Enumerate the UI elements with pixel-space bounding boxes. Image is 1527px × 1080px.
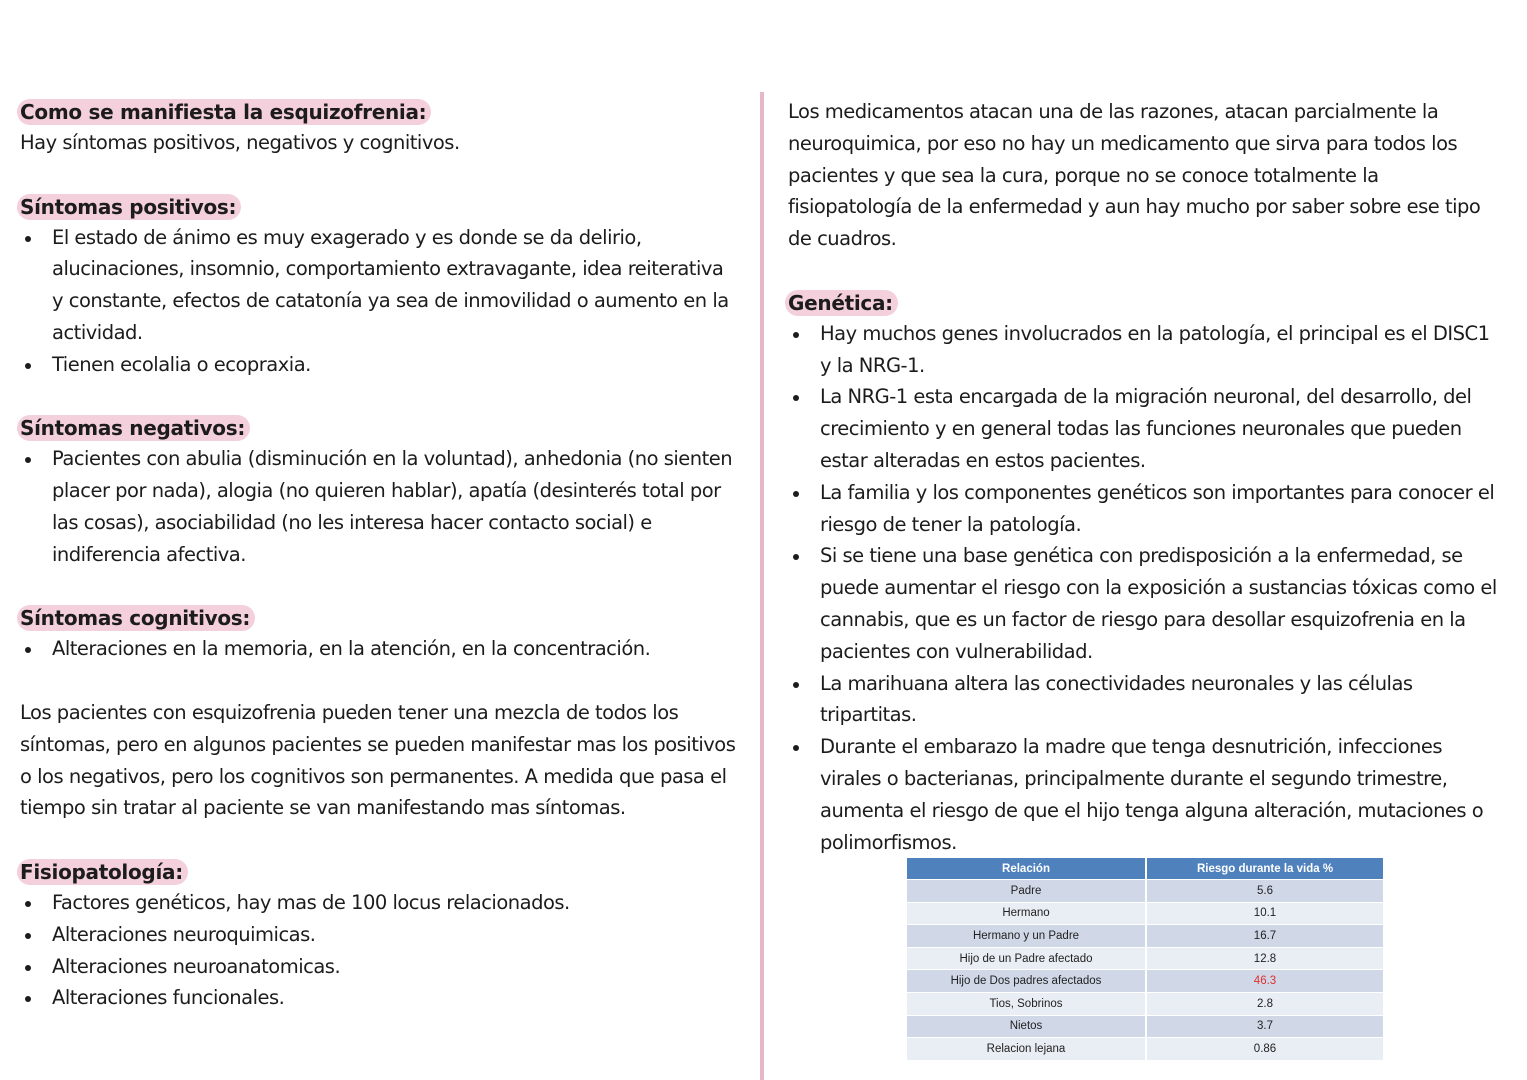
list-item: Si se tiene una base genética con predisposición a la enfermedad, se puede aumentar el riesgo con la exposición a sustancias tóxicas como el cannabis, que es un factor de riesgo para desollar esquizofrenia en la pacientes con vulnerabilidad. xyxy=(820,540,1503,667)
risk-cell: 2.8 xyxy=(1146,992,1384,1015)
risk-cell: 16.7 xyxy=(1146,925,1384,948)
genetics-list xyxy=(788,318,1503,859)
list-item: Hay muchos genes involucrados en la patología, el principal es el DISC1 y la NRG-1. xyxy=(820,318,1503,382)
list-item: La NRG-1 esta encargada de la migración neuronal, del desarrollo, del crecimiento y en general todas las funciones neuronales que pueden estar alteradas en estos pacientes. xyxy=(820,381,1503,476)
left-column xyxy=(20,96,740,1014)
medications-paragraph: Los medicamentos atacan una de las razones, atacan parcialmente la neuroquimica, por eso no hay un medicamento que sirva para todos los pacientes y que sea la cura, porque no se conoce totalmente la fisiopatología de la enfermedad y aun hay mucho por saber sobre ese tipo de cuadros. xyxy=(788,100,1481,251)
list-item: Tienen ecolalia o ecopraxia. xyxy=(52,349,740,381)
negative-symptoms-list xyxy=(20,443,740,570)
list-item: Alteraciones neuroanatomicas. xyxy=(52,951,740,983)
table-header-relation: Relación xyxy=(907,858,1146,880)
list-item: Alteraciones neuroquimicas. xyxy=(52,919,740,951)
table-row xyxy=(907,1038,1384,1060)
relation-cell: Tios, Sobrinos xyxy=(907,992,1146,1015)
risk-cell: 10.1 xyxy=(1146,902,1384,925)
table-row xyxy=(907,1015,1384,1038)
risk-cell-highlighted: 46.3 xyxy=(1146,970,1384,993)
cognitive-symptoms-heading: Síntomas cognitivos: xyxy=(17,605,255,631)
table-header-row xyxy=(907,858,1384,880)
list-item: La marihuana altera las conectividades neuronales y las células tripartitas. xyxy=(820,668,1503,732)
list-item: Durante el embarazo la madre que tenga desnutrición, infecciones virales o bacterianas, principalmente durante el segundo trimestre, aumenta el riesgo de que el hijo tenga alguna alteración, mutaciones o polimorfismos. xyxy=(820,731,1503,858)
relation-cell: Hermano xyxy=(907,902,1146,925)
risk-table xyxy=(907,858,1385,1060)
risk-cell: 5.6 xyxy=(1146,880,1384,903)
relation-cell: Hijo de un Padre afectado xyxy=(907,947,1146,970)
symptom-mix-paragraph: Los pacientes con esquizofrenia pueden tener una mezcla de todos los síntomas, pero en algunos pacientes se pueden manifestar mas los positivos o los negativos, pero los cognitivos son permanentes. A medida que pasa el tiempo sin tratar al paciente se van manifestando mas síntomas. xyxy=(20,700,736,820)
relation-cell: Padre xyxy=(907,880,1146,903)
risk-cell: 12.8 xyxy=(1146,947,1384,970)
fisiopatologia-list xyxy=(20,887,740,1014)
right-column xyxy=(788,96,1503,858)
list-item: Alteraciones funcionales. xyxy=(52,982,740,1014)
list-item: Alteraciones en la memoria, en la atención, en la concentración. xyxy=(52,633,740,665)
relation-cell: Hijo de Dos padres afectados xyxy=(907,970,1146,993)
list-item: El estado de ánimo es muy exagerado y es donde se da delirio, alucinaciones, insomnio, comportamiento extravagante, idea reiterativa y constante, efectos de catatonía ya sea de inmovilidad o aumento en la actividad. xyxy=(52,222,740,349)
fisiopatologia-heading: Fisiopatología: xyxy=(17,859,188,885)
positive-symptoms-list xyxy=(20,222,740,381)
table-row xyxy=(907,880,1384,903)
list-item: La familia y los componentes genéticos son importantes para conocer el riesgo de tener la patología. xyxy=(820,477,1503,541)
risk-cell: 3.7 xyxy=(1146,1015,1384,1038)
table-header-risk: Riesgo durante la vida % xyxy=(1146,858,1384,880)
relation-cell: Relacion lejana xyxy=(907,1038,1146,1060)
list-item: Factores genéticos, hay mas de 100 locus relacionados. xyxy=(52,887,740,919)
risk-cell: 0.86 xyxy=(1146,1038,1384,1060)
relation-cell: Nietos xyxy=(907,1015,1146,1038)
table-row xyxy=(907,947,1384,970)
list-item: Pacientes con abulia (disminución en la voluntad), anhedonia (no sienten placer por nada), alogia (no quieren hablar), apatía (desinterés total por las cosas), asociabilidad (no les interesa hacer contacto social) e indiferencia afectiva. xyxy=(52,443,740,570)
table-row xyxy=(907,970,1384,993)
cognitive-symptoms-list xyxy=(20,633,740,665)
table-row xyxy=(907,992,1384,1015)
manifest-heading: Como se manifiesta la esquizofrenia: xyxy=(17,99,431,125)
positive-symptoms-heading: Síntomas positivos: xyxy=(17,194,241,220)
table-row xyxy=(907,902,1384,925)
table-row xyxy=(907,925,1384,948)
negative-symptoms-heading: Síntomas negativos: xyxy=(17,415,250,441)
genetics-heading: Genética: xyxy=(785,290,898,316)
column-divider xyxy=(760,92,764,1080)
relation-cell: Hermano y un Padre xyxy=(907,925,1146,948)
manifest-text: Hay síntomas positivos, negativos y cognitivos. xyxy=(20,131,460,154)
